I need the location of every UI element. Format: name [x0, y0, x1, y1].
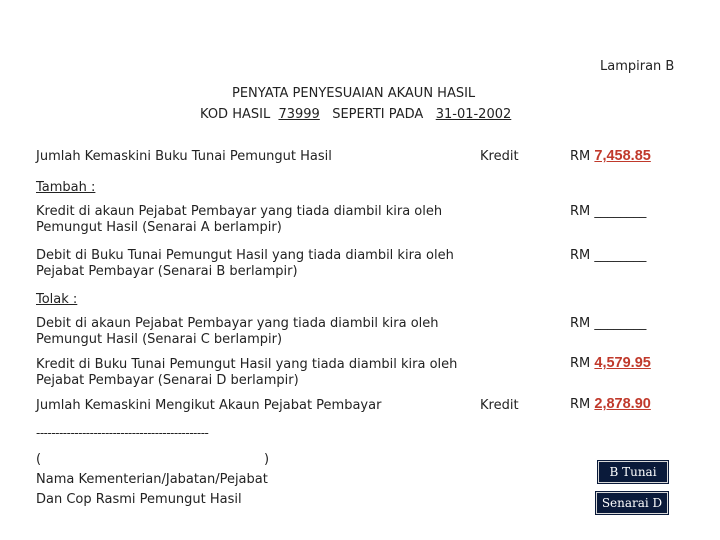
jumlah-pejabat-amount-cell	[570, 396, 651, 412]
tolak-d-line2: Pejabat Pembayar (Senarai D berlampir)	[36, 373, 299, 388]
currency-label: RM	[570, 316, 591, 331]
seperti-pada-label: SEPERTI PADA	[332, 107, 424, 122]
tolak-d-description	[36, 357, 457, 389]
tambah-b-amount-cell	[570, 248, 646, 263]
tambah-b-line2: Pejabat Pembayar (Senarai B berlampir)	[36, 264, 298, 279]
tambah-b-line1: Debit di Buku Tunai Pemungut Hasil yang tiada diambil kira oleh	[36, 248, 454, 263]
currency-label: RM	[570, 149, 591, 164]
tambah-b-description	[36, 248, 454, 280]
tambah-b-blank: ________	[594, 248, 647, 263]
signature-line2: Dan Cop Rasmi Pemungut Hasil	[36, 492, 242, 507]
jumlah-pejabat-type: Kredit	[480, 398, 519, 413]
tambah-heading: Tambah :	[36, 180, 96, 195]
jumlah-kemaskini-label: Jumlah Kemaskini Buku Tunai Pemungut Hasil	[36, 149, 332, 164]
jumlah-pejabat-label: Jumlah Kemaskini Mengikut Akaun Pejabat Pembayar	[36, 398, 382, 413]
signature-close-paren: )	[264, 452, 270, 467]
tambah-a-line2: Pemungut Hasil (Senarai A berlampir)	[36, 220, 282, 235]
jumlah-kemaskini-amount-cell	[570, 148, 651, 164]
tambah-a-line1: Kredit di akaun Pejabat Pembayar yang tiada diambil kira oleh	[36, 204, 443, 219]
tolak-c-amount-cell	[570, 316, 646, 331]
senarai-d-button[interactable]: Senarai D	[596, 492, 668, 514]
jumlah-kemaskini-amount: 7,458.85	[594, 148, 651, 164]
tambah-a-blank: ________	[594, 204, 647, 219]
document-title: PENYATA PENYESUAIAN AKAUN HASIL	[232, 86, 476, 101]
tambah-a-amount-cell	[570, 204, 646, 219]
tolak-c-description	[36, 316, 439, 348]
jumlah-kemaskini-type: Kredit	[480, 149, 519, 164]
lampiran-label: Lampiran B	[600, 59, 675, 74]
currency-label: RM	[570, 356, 591, 371]
report-date: 31-01-2002	[435, 107, 512, 122]
tolak-d-amount-cell	[570, 355, 651, 371]
tolak-heading: Tolak :	[36, 292, 78, 307]
tolak-d-amount: 4,579.95	[594, 355, 651, 371]
currency-label: RM	[570, 397, 591, 412]
signature-line1: Nama Kementerian/Jabatan/Pejabat	[36, 472, 268, 487]
jumlah-pejabat-amount: 2,878.90	[594, 396, 651, 412]
signature-open-paren: (	[36, 452, 42, 467]
tolak-c-line1: Debit di akaun Pejabat Pembayar yang tiada diambil kira oleh	[36, 316, 439, 331]
b-tunai-button[interactable]: B Tunai	[598, 461, 668, 483]
signature-dash-line: ---------------------------------------------	[36, 426, 209, 440]
kod-hasil-value: 73999	[278, 107, 320, 122]
tolak-c-blank: ________	[594, 316, 647, 331]
tolak-d-line1: Kredit di Buku Tunai Pemungut Hasil yang tiada diambil kira oleh	[36, 357, 458, 372]
currency-label: RM	[570, 204, 591, 219]
tambah-a-description	[36, 204, 442, 236]
currency-label: RM	[570, 248, 591, 263]
tolak-c-line2: Pemungut Hasil (Senarai C berlampir)	[36, 332, 283, 347]
kod-hasil-line	[200, 107, 511, 122]
kod-hasil-prefix: KOD HASIL	[200, 107, 271, 122]
